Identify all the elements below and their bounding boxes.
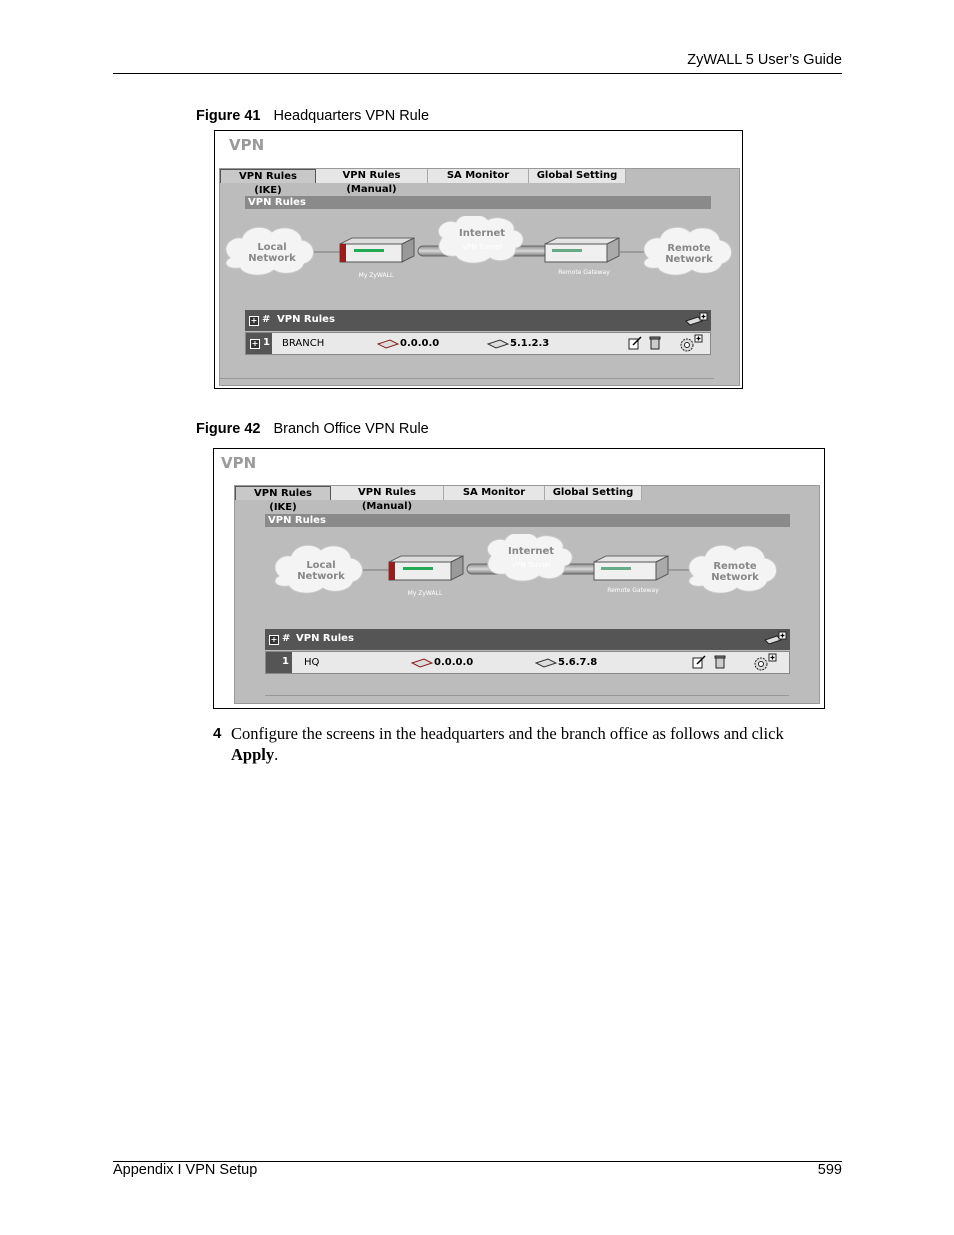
step-number: 4 [213,725,222,742]
local-ip: 0.0.0.0 [434,657,474,668]
internet-cloud [438,216,523,263]
step-text [231,723,833,765]
tab-global-setting[interactable]: Global Setting [529,169,626,183]
remote-network-cloud [644,227,732,275]
vpn-tunnel-label: VPN Tunnel [462,243,502,251]
row-index-cell [246,333,272,354]
add-manual-key-icon[interactable] [676,334,704,353]
running-header: ZyWALL 5 User’s Guide [687,52,842,68]
table-header [245,310,711,331]
tab-bar [220,169,626,196]
figure-42-screenshot [213,448,825,709]
row-index: 1 [282,656,289,667]
figure-41-title: Headquarters VPN Rule [273,108,430,124]
internet-label: Internet [458,228,506,239]
rule-name: HQ [304,657,320,668]
my-zywall-label: My ZyWALL [358,272,394,279]
tab-sa-monitor[interactable]: SA Monitor [444,486,545,500]
local-router-icon [376,338,400,350]
header-rule [113,73,842,74]
figure-41-screenshot [214,130,743,389]
local-network-cloud [226,227,314,275]
remote-ip: 5.6.7.8 [558,657,598,668]
page-number: 599 [817,1162,842,1178]
local-label-1: Local [257,242,287,253]
my-zywall-device-icon [340,238,414,279]
vpn-panel [219,168,740,386]
remote-label-2: Network [711,572,759,583]
local-router-icon [410,657,434,669]
step-apply-bold: Apply [231,745,275,764]
tab-sa-monitor[interactable]: SA Monitor [428,169,529,183]
vpn-rules-table [265,629,790,675]
my-zywall-device-icon [389,556,463,597]
row-index-cell [266,652,292,673]
vpn-rules-table [245,310,711,356]
edit-icon[interactable] [628,336,642,350]
table-row[interactable] [245,332,711,355]
panel-bottom-line [265,695,789,696]
vpn-panel [234,485,820,704]
table-header [265,629,790,650]
add-rule-icon[interactable] [763,631,787,648]
tab-bar [235,486,642,513]
col-index-header: # [262,314,271,325]
table-row[interactable] [265,651,790,674]
expand-row-icon[interactable]: + [251,339,259,348]
remote-label-1: Remote [667,243,711,254]
rule-name: BRANCH [282,338,325,349]
local-network-cloud [275,545,363,593]
vpn-rules-section-bar: VPN Rules [265,514,790,527]
tab-vpn-rules-ike[interactable]: VPN Rules (IKE) [220,169,316,183]
remote-ip: 5.1.2.3 [510,338,550,349]
row-index: 1 [263,337,270,348]
screen-title: VPN [221,454,257,472]
local-label-1: Local [306,560,336,571]
figure-42-caption [196,421,429,437]
remote-network-cloud [689,545,777,593]
step-4 [213,723,833,765]
remote-gateway-label: Remote Gateway [558,269,610,276]
vpn-topology-diagram [220,216,741,298]
tab-vpn-rules-manual[interactable]: VPN Rules (Manual) [316,169,428,183]
remote-gateway-device-icon [545,238,619,276]
expand-all-icon[interactable]: + [270,635,278,644]
remote-label-2: Network [665,254,713,265]
my-zywall-label: My ZyWALL [407,590,443,597]
figure-41-number: Figure 41 [196,108,261,124]
step-text-main: Configure the screens in the headquarters and the branch office as follows and click [231,724,784,743]
figure-41-caption [196,108,429,124]
remote-gateway-label: Remote Gateway [607,587,659,594]
add-rule-icon[interactable] [684,312,708,329]
delete-icon[interactable] [714,655,726,669]
vpn-tunnel-label: VPN Tunnel [511,561,551,569]
local-ip: 0.0.0.0 [400,338,440,349]
vpn-rules-section-bar: VPN Rules [245,196,711,209]
tab-vpn-rules-manual[interactable]: VPN Rules (Manual) [331,486,444,500]
add-manual-key-icon[interactable] [750,653,778,672]
remote-router-icon [486,338,510,350]
delete-icon[interactable] [649,336,661,350]
local-label-2: Network [297,571,345,582]
expand-all-icon[interactable]: + [250,316,258,325]
remote-gateway-device-icon [594,556,668,594]
edit-icon[interactable] [692,655,706,669]
tab-vpn-rules-ike[interactable]: VPN Rules (IKE) [235,486,331,500]
internet-label: Internet [507,546,555,557]
screen-title: VPN [229,136,265,154]
local-label-2: Network [248,253,296,264]
remote-router-icon [534,657,558,669]
remote-label-1: Remote [713,561,757,572]
footer-section: Appendix I VPN Setup [113,1162,258,1178]
internet-cloud [487,534,572,581]
step-text-end: . [274,745,279,764]
vpn-topology-diagram [251,534,791,616]
col-rules-header: VPN Rules [296,633,354,644]
panel-bottom-line [220,378,714,379]
figure-42-number: Figure 42 [196,421,261,437]
figure-42-title: Branch Office VPN Rule [273,421,429,437]
col-index-header: # [282,633,291,644]
tab-global-setting[interactable]: Global Setting [545,486,642,500]
col-rules-header: VPN Rules [277,314,335,325]
